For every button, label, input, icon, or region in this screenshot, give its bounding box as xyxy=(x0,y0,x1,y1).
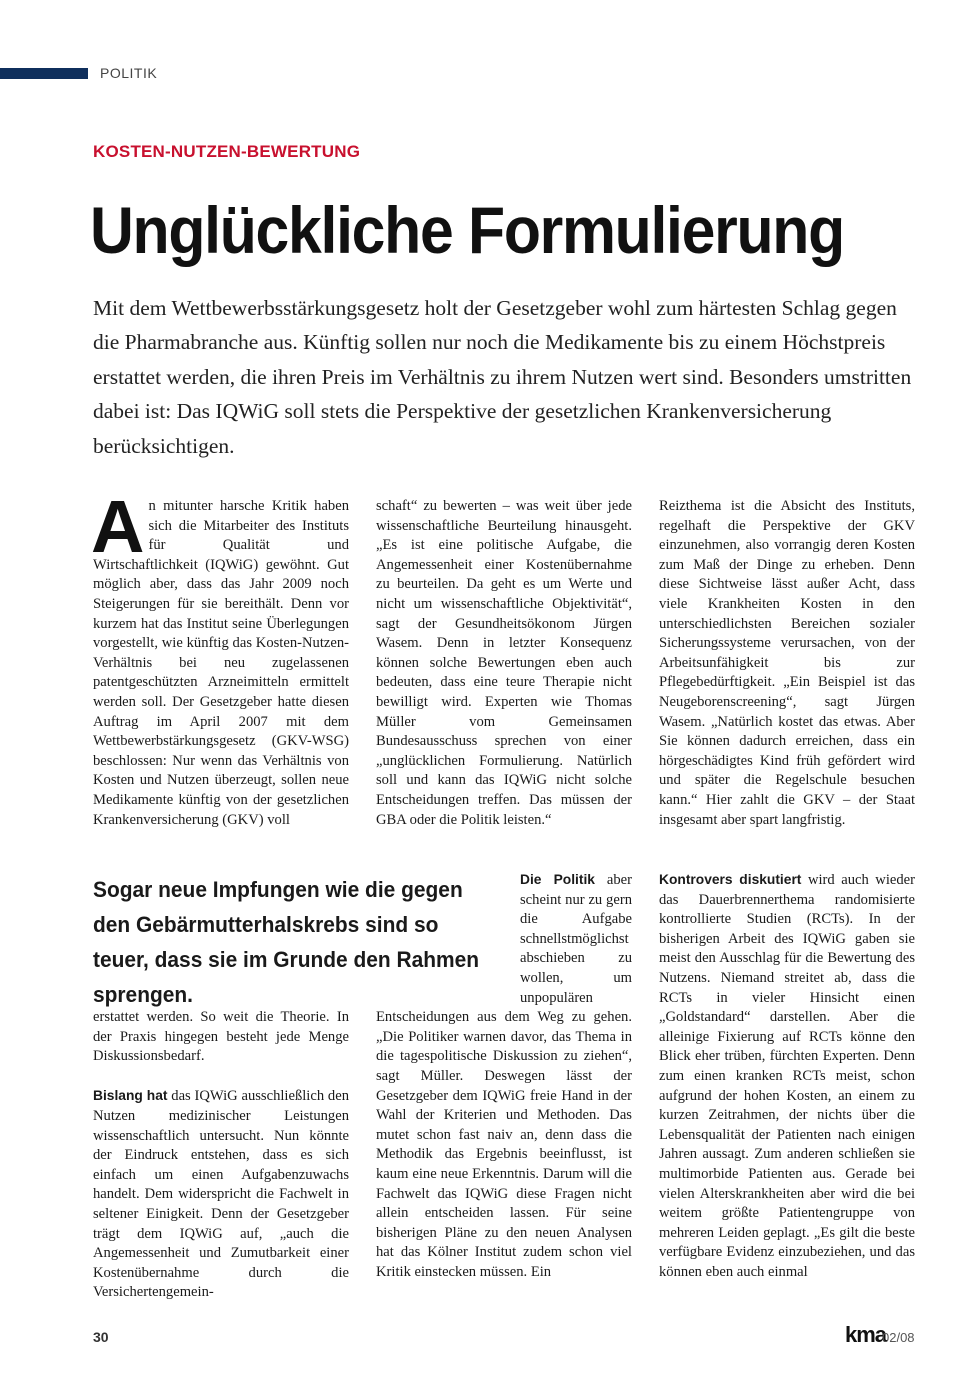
col1-paragraph-2: das IQWiG ausschließlich den Nutzen medizinischer Leistungen wissenschaftlich untersucht. Nun könnte der Eindruck entstehen, dass es sich einfach um einen Aufgabenzuwachs handelt. Dem widerspricht die Fachwelt in seltener Einigkeit. Denn der Gesetzgeber trägt dem IQWiG auf, „auch die Angemessenheit und Zumutbarkeit einer Kostenübernahme durch die Versichertengemein- xyxy=(93,1088,349,1301)
page-number: 30 xyxy=(93,1329,109,1345)
col2-text-top: schaft“ zu bewerten – was weit über jede wissenschaftliche Beurteilung hinausgeht. „Es ist eine politische Aufgabe, die Angemessenheit einer Kostenübernahme zu beurteilen. Da geht es um Werte und nicht um wissenschaftliche Objektivität“, sagt der Gesundheitsökonom Jürgen Wasem. Denn in letzter Konsequenz können solche Bewertungen eben auch bedeuten, dass eine teure Therapie nicht bewilligt wird. Experten wie Thomas Müller vom Gemeinsamen Bundesausschuss sprechen von einer „unglücklichen Formulierung. Natürlich soll und kann das IQWiG nicht solche Entscheidungen treffen. Das müssen der GBA oder die Politik leisten.“ xyxy=(376,498,632,828)
article-title: Unglückliche Formulierung xyxy=(90,193,844,267)
pullquote-spacer xyxy=(376,870,520,1006)
pull-quote: Sogar neue Impfungen wie die gegen den Gebärmutterhalskrebs sind so teuer, dass sie im Grunde den Rahmen sprengen. xyxy=(93,877,480,1007)
col3-paragraph-2: wird auch wieder das Dauerbrennerthema randomisierte kontrollierte Studien (RCTs). In der bisherigen Arbeit des IQWiG gaben sie meist den Ausschlag für die Bewertung des Nutzens. Niemand streitet ab, dass die RCTs in vieler Hinsicht einen „Goldstandard“ darstellen. Aber die alleinige Fixierung auf RCTs könne den Blick eher trüben, fürchten Experten. Denn zum einen kranken RCTs meist, schon aufgrund der hohen Kosten, an einem zu kurzen Zeitrahmen, der nichts über die Lebensqualität der Patienten nach einigen Jahren aussagt. Zum anderen schließen sie multimorbide Patienten aus. Gerade bei vielen Alterskrankheiten aber wird die bei weitem größte Patientengruppe von mehreren Leiden geplagt. „Es gilt die beste verfügbare Evidenz einzubeziehen, und das können eben auch einmal xyxy=(659,872,915,1280)
article-kicker: KOSTEN-NUTZEN-BEWERTUNG xyxy=(93,142,361,161)
drop-cap: A xyxy=(91,485,145,568)
column-1-bottom xyxy=(93,1008,349,1303)
col1-text-bottom: erstattet werden. So weit die Theorie. In der Praxis hingegen besteht jede Menge Diskussionsbedarf. xyxy=(93,1009,349,1065)
issue-number: 02/08 xyxy=(882,1330,915,1345)
col3-run-in: Kontrovers diskutiert xyxy=(659,872,802,887)
col1-text-top: n mitunter harsche Kritik haben sich die Mitarbeiter des Instituts für Qualität und Wirtschaftlichkeit (IQWiG) gewöhnt. Gut möglich aber, dass das Jahr 2009 noch Steigerungen für sie bereithält. Denn vor kurzem hat das Institut seine Überlegungen vorgestellt, wie künftig das Kosten-Nutzen-Verhältnis bei neu zugelassenen patentgeschützten Arzneimitteln ermittelt werden soll. Der Gesetzgeber hatte diesen Auftrag im April 2007 mit dem Wettbewerbstärkungsgesetz (GKV-WSG) beschlossen: Nur wenn das Verhältnis von Kosten und Nutzen überzeugt, sollen neue Medikamente künftig von der gesetzlichen Krankenversicherung (GKV) voll xyxy=(93,498,349,828)
magazine-logo: kma xyxy=(845,1322,887,1347)
column-3-top xyxy=(659,497,915,830)
column-2-bottom xyxy=(376,870,632,1282)
article-lead: Mit dem Wettbewerbsstärkungsgesetz holt der Gesetzgeber wohl zum härtesten Schlag gegen die Pharmabranche aus. Künftig sollen nur noch die Medikamente bis zu einem Höchstpreis erstattet werden, die ihren Preis im Verhältnis zu ihrem Nutzen wert sind. Besonders umstritten dabei ist: Das IQWiG soll stets die Perspektive der gesetzlichen Krankenversicherung berücksichtigen. xyxy=(93,296,912,458)
col2-paragraph-2: aber scheint nur zu gern die Aufgabe schnellstmöglichst abschieben zu wollen, um unpopulären Entscheidungen aus dem Weg zu gehen. „Die Politiker warnen davor, das Thema in die tagespolitische Diskussion zu ziehen“, sagt Müller. Deswegen lässt der Gesetzgeber dem IQWiG freie Hand in der Wahl der Kriterien und Methoden. Das mutet schon fast naiv an, denn dass die Methodik das Ergebnis beeinflusst, ist kaum eine neue Erkenntnis. Darum will die Fachwelt das IQWiG diese Fragen nicht allein entscheiden lassen. Für seine bisherigen Pläne zu den neuen Analysen hat das Kölner Institut zudem schon viel Kritik einstecken müssen. Ein xyxy=(376,872,632,1280)
col1-run-in: Bislang hat xyxy=(93,1088,168,1104)
section-label: POLITIK xyxy=(100,65,158,81)
section-color-bar xyxy=(0,68,88,79)
col2-run-in: Die Politik xyxy=(520,872,595,887)
column-3-bottom xyxy=(659,870,915,1282)
col3-text-top: Reizthema ist die Absicht des Instituts, regelhaft die Perspektive der GKV einzunehmen, also vorrangig deren Kosten zum Maß der Dinge zu erheben. Denn diese Sichtweise lässt außer Acht, dass viele Krankheiten Kosten in den unterschiedlichsten Bereichen sozialer Sicherungssysteme verursachen, von der Arbeitsunfähigkeit bis zur Pflegebedürftigkeit. „Ein Beispiel ist das Neugeborenscreening“, sagt Jürgen Wasem. „Natürlich kostet das etwas. Aber Sie können dadurch erreichen, dass ein hörgeschädigtes Kind früh gefördert wird und später die Regelschule besuchen kann.“ Hier zahlt die GKV – der Staat insgesamt aber spart langfristig. xyxy=(659,498,915,828)
column-1-top xyxy=(91,485,349,830)
column-2-top xyxy=(376,497,632,830)
